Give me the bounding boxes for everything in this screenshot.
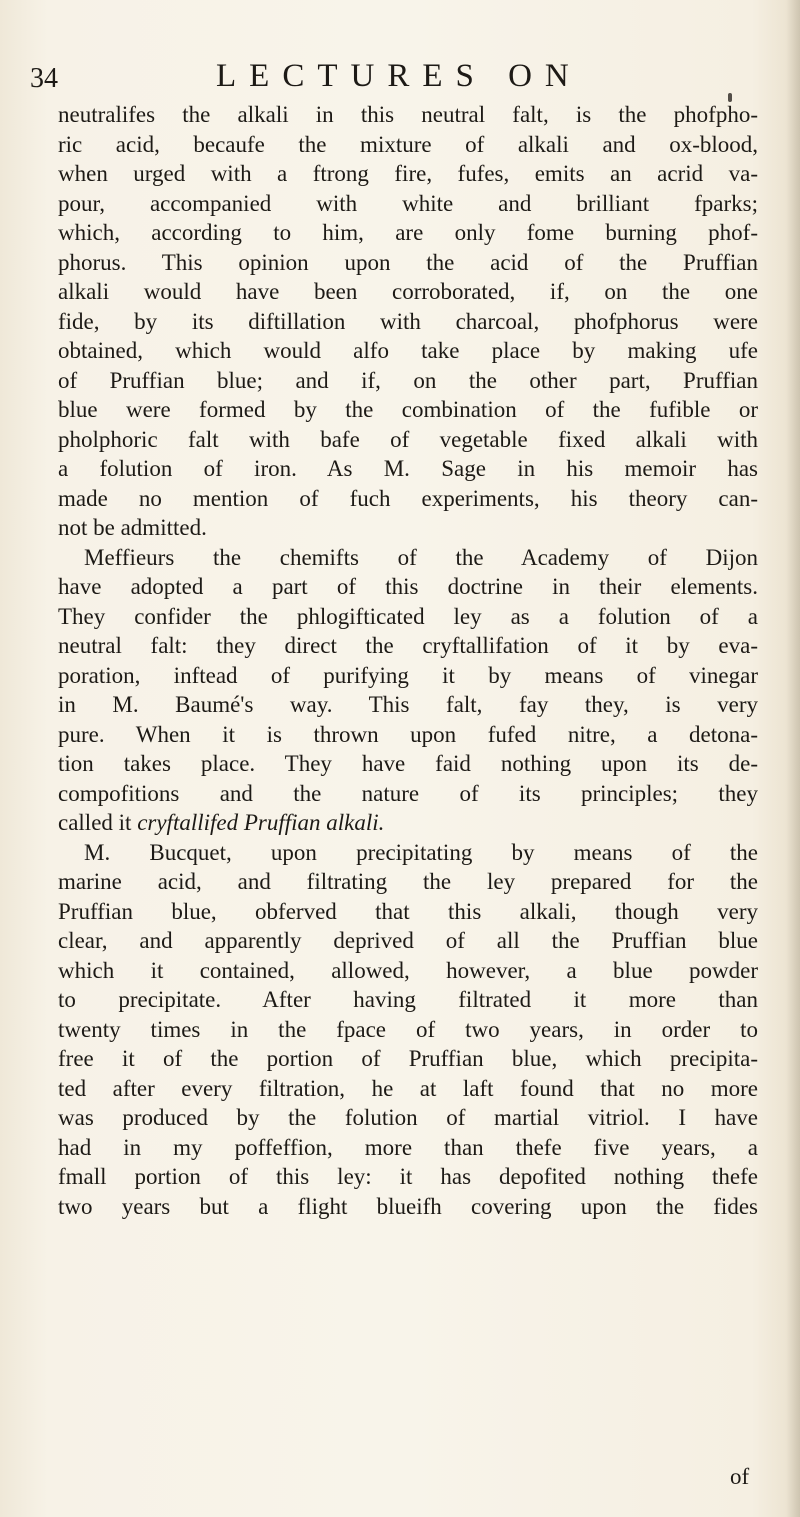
text-line: blue were formed by the combination of the fufible or bbox=[58, 397, 758, 422]
text-line: obtained, which would alfo take place by making ufe bbox=[58, 338, 758, 363]
text-line: neutral falt: they direct the cryftallifation of it by eva- bbox=[58, 633, 758, 658]
text-line: when urged with a ftrong fire, fufes, emits an acrid va- bbox=[58, 161, 758, 186]
text-line: of Pruffian blue; and if, on the other part, Pruffian bbox=[58, 367, 758, 393]
text-line: pure. When it is thrown upon fufed nitre, a detona- bbox=[58, 721, 758, 747]
body-text bbox=[58, 100, 758, 1221]
text-line: pour, accompanied with white and brilliant fparks; bbox=[58, 190, 758, 216]
text-line: which, according to him, are only fome burning phof- bbox=[58, 220, 758, 245]
text-line: made no mention of fuch experiments, his theory can- bbox=[58, 485, 758, 511]
text-line: which it contained, allowed, however, a blue powder bbox=[58, 957, 758, 983]
page-number: 34 bbox=[30, 63, 58, 94]
text-line bbox=[58, 808, 758, 838]
italic-term: cryftallifed Pruffian alkali. bbox=[137, 810, 385, 835]
text-line: have adopted a part of this doctrine in their elements. bbox=[58, 574, 758, 599]
text-line: clear, and apparently deprived of all the Pruffian blue bbox=[58, 928, 758, 953]
text-line: had in my poffeffion, more than thefe five years, a bbox=[58, 1134, 758, 1160]
text-line: fide, by its diftillation with charcoal, phofphorus were bbox=[58, 308, 758, 334]
text-line: to precipitate. After having filtrated it more than bbox=[58, 987, 758, 1012]
catchword: of bbox=[730, 1464, 750, 1489]
running-title: LECTURES ON bbox=[216, 58, 582, 94]
text-line: phorus. This opinion upon the acid of the Pruffian bbox=[58, 249, 758, 275]
text-line: was produced by the folution of martial vitriol. I have bbox=[58, 1105, 758, 1130]
text-line: alkali would have been corroborated, if, on the one bbox=[58, 279, 758, 304]
text-fragment: called it bbox=[58, 810, 138, 835]
text-line: not be admitted. bbox=[58, 515, 207, 540]
page-edge-shadow bbox=[786, 0, 800, 1517]
text-line: pholphoric falt with bafe of vegetable fixed alkali with bbox=[58, 426, 758, 452]
text-line: ric acid, becaufe the mixture of alkali and ox-blood, bbox=[58, 131, 758, 157]
text-line: ted after every filtration, he at laft found that no more bbox=[58, 1075, 758, 1101]
text-line: neutralifes the alkali in this neutral falt, is the phofpho- bbox=[58, 102, 758, 127]
text-line: They confider the phlogifticated ley as a folution of a bbox=[58, 603, 758, 629]
text-line: tion takes place. They have faid nothing upon its de- bbox=[58, 751, 758, 776]
text-line: poration, inftead of purifying it by means of vinegar bbox=[58, 662, 758, 688]
text-line: M. Bucquet, upon precipitating by means of the bbox=[84, 839, 758, 865]
text-line: Meffieurs the chemifts of the Academy of Dijon bbox=[84, 544, 758, 570]
text-line: in M. Baumé's way. This falt, fay they, is very bbox=[58, 692, 758, 717]
text-line: Pruffian blue, obferved that this alkali, though very bbox=[58, 898, 758, 924]
page-header bbox=[30, 58, 750, 98]
text-line: compofitions and the nature of its principles; they bbox=[58, 780, 758, 806]
text-line: two years but a flight blueifh covering upon the fides bbox=[58, 1193, 758, 1219]
text-line: twenty times in the fpace of two years, in order to bbox=[58, 1016, 758, 1042]
text-line: free it of the portion of Pruffian blue, which precipita- bbox=[58, 1046, 758, 1071]
text-line: a folution of iron. As M. Sage in his memoir has bbox=[58, 456, 758, 481]
text-line: fmall portion of this ley: it has depofited nothing thefe bbox=[58, 1164, 758, 1189]
text-line: marine acid, and filtrating the ley prepared for the bbox=[58, 869, 758, 894]
